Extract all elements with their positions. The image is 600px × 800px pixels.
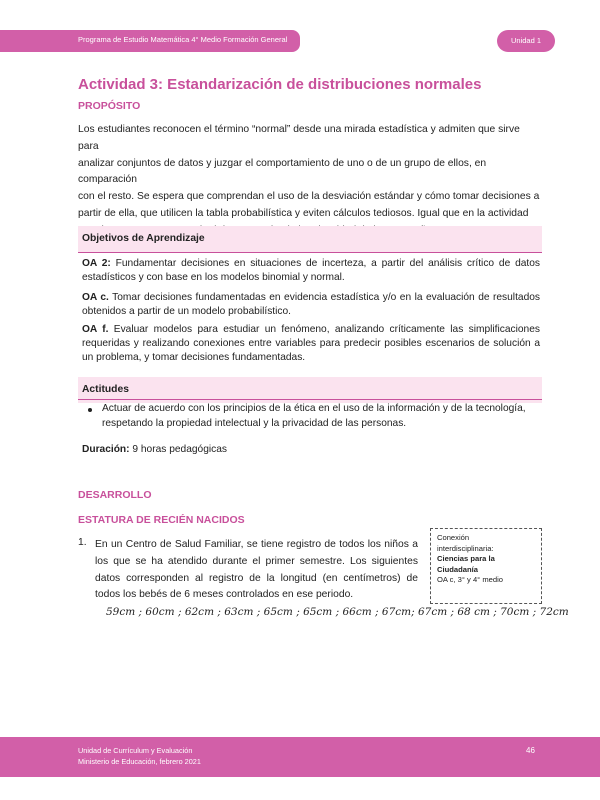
purpose-heading: PROPÓSITO xyxy=(78,100,141,112)
connection-label: interdisciplinaria: xyxy=(437,543,494,553)
item-text: En un Centro de Salud Familiar, se tiene registro de todos los niños a los que se ha atendido durante el primer semestre. Los siguientes datos corresponden al registro de la longitud (en centímetros) de todos los bebés de 6 meses controlados en ese periodo. xyxy=(95,539,418,601)
duration-value: 9 horas pedagógicas xyxy=(132,444,227,455)
objective-code: OA f. xyxy=(82,324,109,335)
attitudes-heading: Actitudes xyxy=(78,377,542,403)
development-heading: DESARROLLO xyxy=(78,489,152,501)
header-bar xyxy=(0,30,300,52)
footer-unit: Unidad de Currículum y Evaluación xyxy=(78,746,193,755)
purpose-line: con el resto. Se espera que comprendan el uso de la desviación estándar y cómo tomar decisiones a xyxy=(78,191,540,203)
divider xyxy=(78,252,542,253)
page-number: 46 xyxy=(526,746,535,755)
purpose-line: analizar conjuntos de datos y juzgar el comportamiento de uno o de un grupo de ellos, en comparación xyxy=(78,157,487,186)
data-values xyxy=(106,606,569,618)
footer-bar xyxy=(0,737,600,777)
data-values-part: 65cm ; 65cm ; 66cm ; 67cm; 67cm ; 68 cm ; 70cm ; 72cm xyxy=(263,606,569,618)
bullet-icon xyxy=(88,408,92,412)
connection-subject: Ciudadanía xyxy=(437,564,478,574)
objectives-heading: Objetivos de Aprendizaje xyxy=(78,226,542,252)
connection-detail: OA c, 3° y 4° medio xyxy=(437,575,504,584)
duration-label: Duración: xyxy=(82,444,130,455)
connection-label: Conexión xyxy=(437,533,470,542)
objective-text: Evaluar modelos para estudiar un fenómeno, analizando críticamente las simplificaciones requeridas y realizando conexiones entre variables para predecir posibles escenarios de solución a un problema, y tomar decisiones fundamentadas. xyxy=(82,324,540,363)
objective-item xyxy=(82,257,540,285)
objective-text: Fundamentar decisiones en situaciones de incerteza, a partir del análisis crítico de datos estadísticos y con base en los modelos binomial y normal. xyxy=(82,258,540,283)
divider xyxy=(78,399,542,400)
connection-box xyxy=(430,528,542,604)
footer-ministry: Ministerio de Educación, febrero 2021 xyxy=(78,757,201,766)
purpose-line: partir de ella, que utilicen la tabla probabilística y eviten cálculos tediosos. Igual que en la actividad xyxy=(78,207,529,219)
connection-subject: Ciencias para la xyxy=(437,554,495,563)
activity-title: Actividad 3: Estandarización de distribuciones normales xyxy=(78,76,482,93)
duration xyxy=(82,444,227,455)
data-values-part: 59cm ; 60cm ; 62cm ; 63cm ; xyxy=(106,606,261,618)
objective-item xyxy=(82,291,540,319)
unit-badge: Unidad 1 xyxy=(497,30,555,52)
program-title: Programa de Estudio Matemática 4° Medio Formación General xyxy=(78,35,288,44)
item-number: 1. xyxy=(78,537,87,548)
objective-text: Tomar decisiones fundamentadas en evidencia estadística y/o en la evaluación de resultados obtenidos a partir de un modelo probabilístico. xyxy=(82,292,540,317)
development-subheading: ESTATURA DE RECIÉN NACIDOS xyxy=(78,514,245,526)
objective-code: OA c. xyxy=(82,292,109,303)
objective-code: OA 2: xyxy=(82,258,111,269)
objective-item xyxy=(82,323,540,365)
attitude-text: Actuar de acuerdo con los principios de la ética en el uso de la información y de la tecnología, respetando la propiedad intelectual y la privacidad de las personas. xyxy=(102,403,526,429)
purpose-line: Los estudiantes reconocen el término “normal” desde una mirada estadística y admiten que sirve para xyxy=(78,124,520,152)
